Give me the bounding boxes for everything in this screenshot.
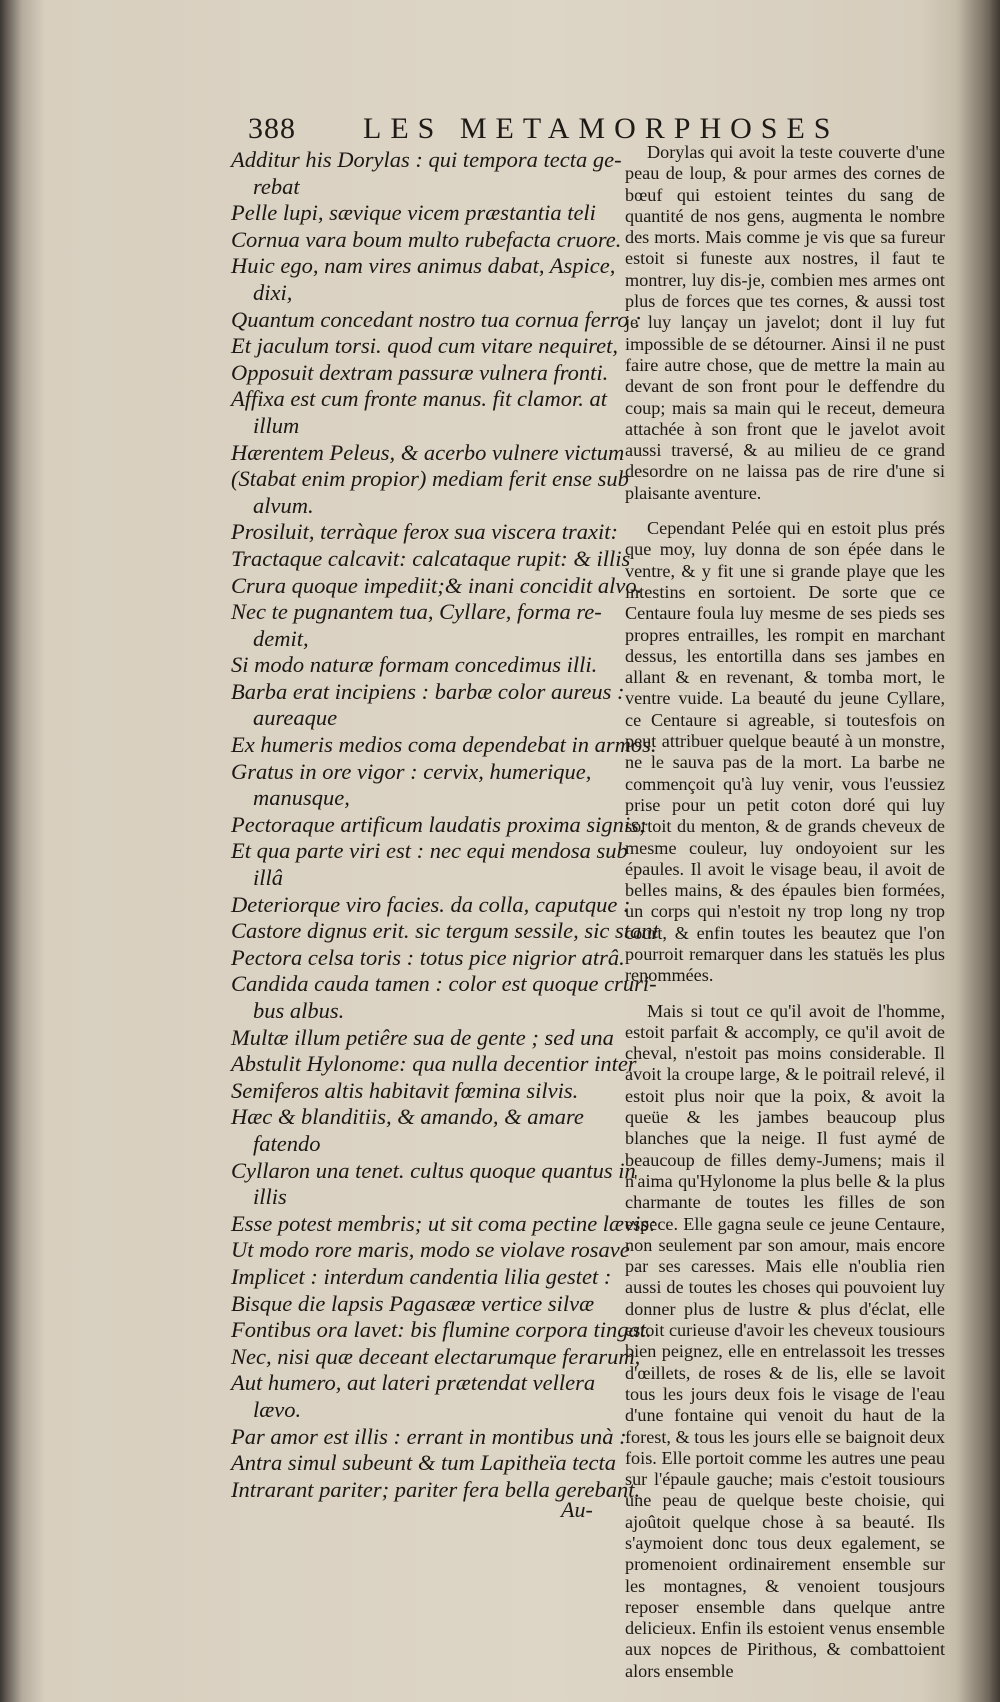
latin-verse-line: Semiferos altis habitavit fœmina silvis. — [231, 1077, 579, 1103]
latin-verse-line: bus albus. — [253, 998, 345, 1023]
latin-verse-line: Castore dignus erit. sic tergum sessile, sic stant — [231, 918, 659, 944]
latin-verse-line: Aut humero, aut lateri prætendat vellera — [231, 1370, 596, 1396]
latin-verse-line: Fontibus ora lavet: bis flumine corpora tingat. — [231, 1317, 652, 1343]
latin-verse-line: demit, — [253, 625, 309, 651]
latin-verse-line: Barba erat incipiens : barbæ color aureus : — [231, 678, 625, 704]
latin-verse-line: Implicet : interdum candentia lilia gestet : — [231, 1263, 612, 1289]
latin-verse-line: Hærentem Peleus, & acerbo vulnere victum — [231, 439, 625, 465]
french-prose-column — [625, 142, 945, 1696]
catchword: Au- — [561, 1497, 593, 1522]
latin-verse-line: Candida cauda tamen : color est quoque cruri- — [231, 971, 657, 997]
latin-verse-line: lævo. — [253, 1396, 302, 1422]
latin-verse-line: rebat — [253, 173, 300, 199]
latin-verse-line: Pectora celsa toris : totus pice nigrior atrâ. — [231, 944, 625, 970]
latin-verse-line: Quantum concedant nostro tua cornua ferro : — [231, 306, 642, 332]
latin-verse-line: Si modo naturæ formam concedimus illi. — [231, 652, 598, 678]
latin-verse-line: Tractaque calcavit: calcataque rupit: & illis — [231, 545, 631, 571]
latin-verse-line: illis — [253, 1184, 287, 1210]
french-paragraph: Dorylas qui avoit la teste couverte d'une peau de loup, & pour armes des cornes de bœuf qui estoient teintes du sang de quantité de nos gens, augmenta le nombre des morts. Mais comme je vis que sa fureur estoit si funeste aux nostres, il faut te montrer, luy dis-je, combien mes armes ont plus de forces que tes cornes, & aussi tost je luy lançay un javelot; dont il luy fut impossible de se détourner. Ainsi il ne pust faire autre chose, que de mettre la main au devant de son front pour le deffendre du coup; mais sa main qui le receut, demeura attachée à son front que le javelot avoit aussi traversé, & au milieu de ce grand desordre on ne laissa pas de rire d'une si plaisante aventure. — [625, 142, 945, 503]
latin-verse-line: Hæc & blanditiis, & amando, & amare — [231, 1104, 584, 1130]
latin-verse-line: Bisque die lapsis Pagasææ vertice silvæ — [231, 1290, 595, 1316]
latin-verse-line: Additur his Dorylas : qui tempora tecta ge- — [231, 147, 622, 172]
latin-verse-line: Nec te pugnantem tua, Cyllare, forma re- — [231, 599, 602, 625]
latin-verse-line: Ut modo rore maris, modo se violave rosave — [231, 1237, 630, 1263]
latin-verse-line: Par amor est illis : errant in montibus unà : — [231, 1423, 627, 1449]
french-paragraph: Cependant Pelée qui en estoit plus prés que moy, luy donna de son épée dans le ventre, & y fit une si grande playe que les intestins en sortoient. De sorte que ce Centaure foula luy mesme de ses pieds ses propres entrailles, les rompit en marchant dessus, les entortilla dans ses jambes en allant & en revenant, & tomba mort, le ventre vuide. La beauté du jeune Cyllare, ce Centaure si agreable, si toutesfois on peut attribuer quelque beauté à un monstre, ne le sauva pas de la mort. La barbe ne commençoit qu'à luy venir, vous l'eussiez prise pour un petit coton doré qui luy sortoit du menton, & de grands cheveux de mesme couleur, luy ondoyoient sur les épaules. Il avoit le visage beau, il avoit de belles mains, & des épaules bien formées, un corps qui n'estoit ny trop long ny trop court, & enfin toutes les beautez que l'on pourroit remarquer dans les statuës les plus renommées. — [625, 518, 945, 986]
latin-verse-line: (Stabat enim propior) mediam ferit ense sub — [231, 466, 629, 492]
latin-verse-line: Cyllaron una tenet. cultus quoque quantus in — [231, 1157, 636, 1183]
latin-verse-line: Huic ego, nam vires animus dabat, Aspice, — [231, 253, 616, 279]
latin-verse-line: fatendo — [253, 1130, 321, 1156]
latin-verse-line: Gratus in ore vigor : cervix, humerique, — [231, 758, 592, 784]
latin-verse-line: Antra simul subeunt & tum Lapitheïa tecta — [231, 1450, 616, 1476]
latin-verse-line: Intrarant pariter; pariter fera bella gerebant. — [231, 1476, 641, 1502]
latin-verse-column — [231, 147, 659, 1503]
latin-verse-line: manusque, — [253, 785, 350, 811]
latin-verse-line: Esse potest membris; ut sit coma pectine lævis: — [231, 1210, 657, 1236]
latin-verse-line: Cornua vara boum multo rubefacta cruore. — [231, 226, 622, 252]
latin-verse-line: Abstulit Hylonome: qua nulla decentior inter — [231, 1051, 637, 1077]
latin-verse-line: Prosiluit, terràque ferox sua viscera traxit: — [231, 519, 619, 545]
french-paragraph: Mais si tout ce qu'il avoit de l'homme, estoit parfait & accomply, ce qu'il avoit de cheval, n'estoit pas moins considerable. Il avoit la croupe large, & le poitrail relevé, il estoit plus noir que la poix, & avoit la queüe & les jambes beaucoup plus blanches que la neige. Il fust aymé de beaucoup de filles demy-Jumens; mais il n'aima qu'Hylonome la plus belle & la plus charmante de toutes les filles de son espece. Elle gagna seule ce jeune Centaure, non seulement par son amour, mais encore par ses caresses. Mais elle n'oublia rien aussi de toutes les choses qui pouvoient luy donner plus de lustre & plus d'éclat, elle estoit curieuse d'avoir les cheveux tousiours bien peignez, elle en entrelassoit les tresses d'œillets, de roses & de lis, elle se lavoit tous les jours deux fois le visage de l'eau d'une fontaine qui venoit du haut de la forest, & tous les jours elle se baignoit deux fois. Elle portoit comme les autres une peau sur l'épaule gauche; mais c'estoit tousiours une peau de quelque beste choisie, qui ajoûtoit quelque chose à sa beauté. Ils s'aymoient donc tous deux egalement, se promenoient ordinairement ensemble sur les montagnes, & venoient tousjours reposer ensemble dans quelque antre delicieux. Enfin ils estoient venus ensemble aux nopces de Pirithous, & combattoient alors ensemble — [625, 1000, 945, 1681]
latin-verse-line: Deteriorque viro facies. da colla, caputque : — [231, 891, 631, 917]
latin-verse-line: Ex humeris medios coma dependebat in armos. — [231, 732, 657, 758]
running-title: LES METAMORPHOSES — [363, 112, 840, 145]
latin-verse-line: Pelle lupi, sævique vicem præstantia teli — [231, 200, 596, 226]
latin-verse-line: Crura quoque impediit;& inani concidit alvo. — [231, 572, 643, 598]
latin-verse-line: Et jaculum torsi. quod cum vitare nequiret, — [231, 333, 619, 359]
latin-verse-line: alvum. — [253, 492, 314, 518]
latin-verse-line: dixi, — [253, 279, 293, 305]
latin-verse-line: Pectoraque artificum laudatis proxima signis; — [231, 811, 647, 837]
latin-verse-line: Multæ illum petiêre sua de gente ; sed una — [231, 1024, 614, 1050]
latin-verse-line: Opposuit dextram passuræ vulnera fronti. — [231, 359, 609, 385]
latin-verse-line: aureaque — [253, 705, 338, 731]
page-number: 388 — [248, 112, 296, 145]
latin-verse-line: illâ — [253, 865, 284, 891]
latin-verse-line: Et qua parte viri est : nec equi mendosa sub — [231, 838, 628, 864]
latin-verse-line: Nec, nisi quæ deceant electarumque ferarum, — [231, 1343, 641, 1369]
page-edge-shadow — [955, 0, 1000, 1702]
latin-verse-line: illum — [253, 412, 300, 438]
latin-verse-line: Affixa est cum fronte manus. fit clamor. at — [231, 386, 608, 412]
